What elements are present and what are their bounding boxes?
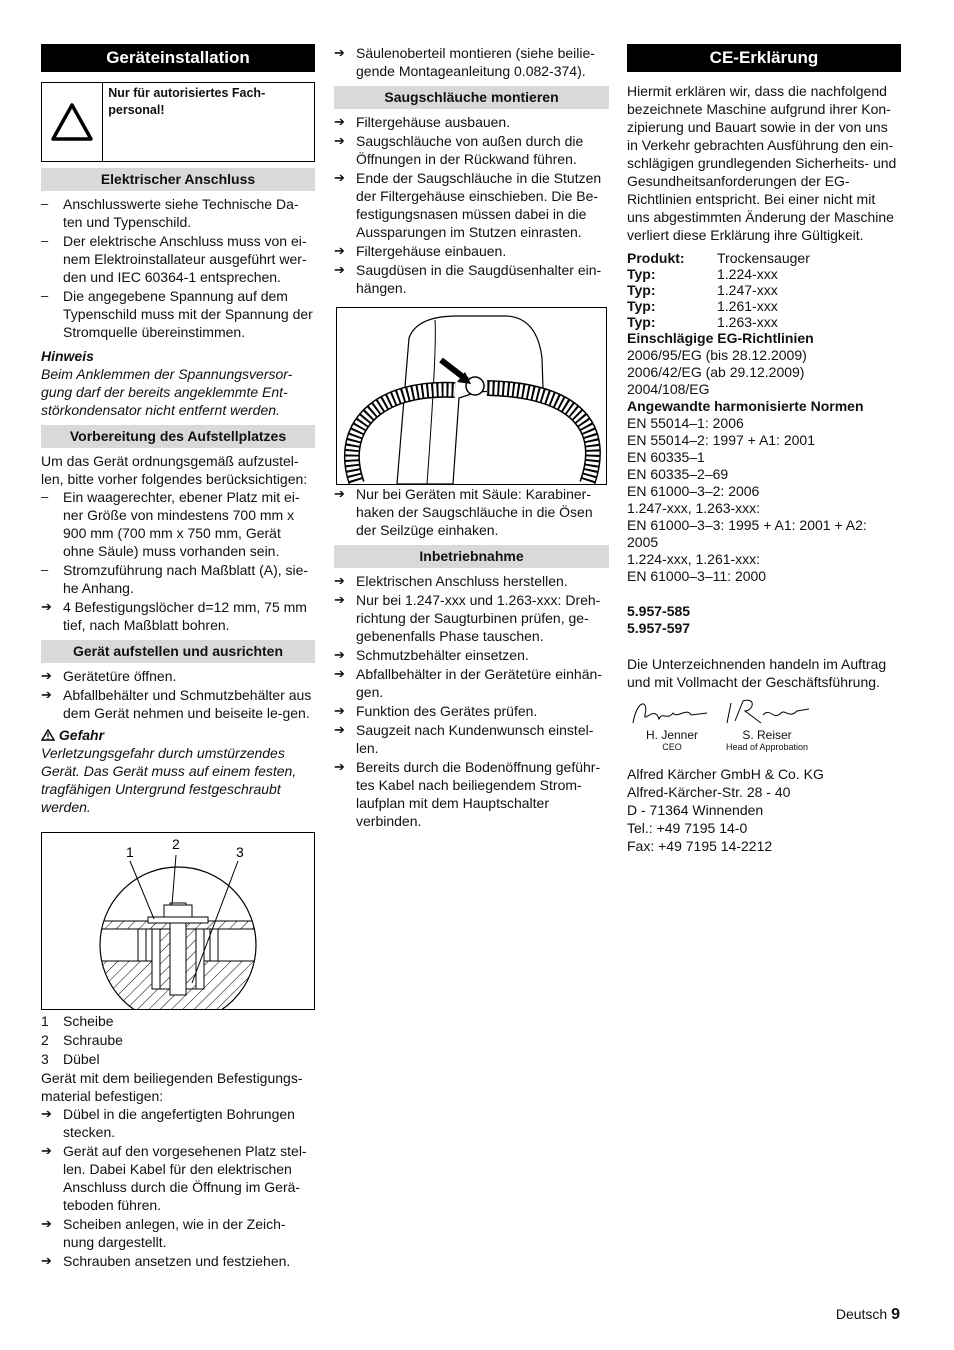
step-item: ➔ Funktion des Gerätes prüfen. xyxy=(334,703,538,719)
legend-row: 1 Scheibe xyxy=(41,1013,114,1029)
figure-label-2: 2 xyxy=(172,836,180,852)
warning-text: Nur für autorisiertes Fach-personal! xyxy=(108,86,266,117)
table-row: Typ: 1.247-xxx xyxy=(627,282,778,298)
hint-title: Hinweis xyxy=(41,348,94,364)
step-item: ➔ Nur bei 1.247-xxx und 1.263-xxx: Dreh-richtung der Saugturbinen prüfen, ge-gebenenfalls Phase tauschen. xyxy=(334,592,601,644)
list-item: – Stromzuführung nach Maßblatt (A), sie-he Anhang. xyxy=(41,562,309,596)
signature-jenner-image xyxy=(627,697,717,727)
list-item: – Ein waagerechter, ebener Platz mit ei-ner Größe von mindestens 700 mm x 900 mm (700 mm x 750 mm, Gerät ohne Säule) muss vorhanden sein. xyxy=(41,489,300,559)
step-item: ➔ Abfallbehälter und Schmutzbehälter aus dem Gerät nehmen und beiseite le-gen. xyxy=(41,687,312,721)
arrow-icon: ➔ xyxy=(41,687,52,702)
arrow-icon: ➔ xyxy=(334,759,345,774)
column-2 xyxy=(334,44,609,831)
step-item: ➔ Elektrischen Anschluss herstellen. xyxy=(334,573,568,589)
company-address: Alfred Kärcher GmbH & Co. KG Alfred-Kärcher-Str. 28 - 40 D - 71364 Winnenden Tel.: +49 7195 14-0 Fax: +49 7195 14-2212 xyxy=(627,766,824,854)
warning-triangle-icon xyxy=(42,83,103,161)
arrow-icon: ➔ xyxy=(334,114,345,129)
list-item: EN 61000–3–3: 1995 + A1: 2001 + A2: 2005 xyxy=(627,517,867,550)
list-item: EN 61000–3–11: 2000 xyxy=(627,568,767,584)
arrow-icon: ➔ xyxy=(41,1106,52,1121)
step-item: ➔ Säulenoberteil montieren (siehe beilie-gende Montageanleitung 0.082-374). xyxy=(334,45,595,79)
vorbereitung-intro: Um das Gerät ordnungsgemäß aufzustel-len, bitte vorher folgendes berücksichtigen: xyxy=(41,453,308,487)
table-row: Produkt: Trockensauger xyxy=(627,250,810,266)
step-item: ➔ Dübel in die angefertigten Bohrungen stecken. xyxy=(41,1106,295,1140)
page-footer xyxy=(836,1306,900,1324)
figure-label-3: 3 xyxy=(236,844,244,860)
step-item: ➔ Gerät auf den vorgesehenen Platz stel-len. Dabei Kabel für den elektrischen Anschluss durch die Öffnung im Gerä-teboden führen. xyxy=(41,1143,307,1213)
table-row: Typ: 1.261-xxx xyxy=(627,298,778,314)
arrow-icon: ➔ xyxy=(334,45,345,60)
step-item: ➔ Ende der Saugschläuche in die Stutzen der Filtergehäuse einschieben. Die Be-festigungsnasen müssen dabei in die Aussparungen im Stutzen einrasten. xyxy=(334,170,602,240)
page-number: 9 xyxy=(891,1306,900,1323)
arrow-icon: ➔ xyxy=(41,1143,52,1158)
signature-reiser: S. Reiser Head of Approbation xyxy=(717,697,817,759)
befestigen-intro: Gerät mit dem beiliegenden Befestigungs-material befestigen: xyxy=(41,1070,303,1104)
step-item: ➔ Abfallbehälter in der Gerätetüre einhän-gen. xyxy=(334,666,602,700)
step-item: ➔ Saugschläuche von außen durch die Öffnungen in der Rückwand führen. xyxy=(334,133,584,167)
arrow-icon: ➔ xyxy=(334,243,345,258)
list-item: – Die angegebene Spannung auf dem Typenschild muss mit der Spannung der Stromquelle übereinstimmen. xyxy=(41,288,313,340)
mounting-figure xyxy=(41,832,315,1010)
heading-elektrischer-anschluss: Elektrischer Anschluss xyxy=(41,168,315,191)
step-item: ➔ Schrauben ansetzen und festziehen. xyxy=(41,1253,291,1269)
arrow-icon: ➔ xyxy=(41,668,52,683)
warning-triangle-icon xyxy=(41,729,55,741)
legend-row: 2 Schraube xyxy=(41,1032,123,1048)
hose-figure xyxy=(336,307,607,485)
list-item: 1.224-xxx, 1.261-xxx: xyxy=(627,551,761,567)
list-item: – Anschlusswerte siehe Technische Da-ten und Typenschild. xyxy=(41,196,299,230)
arrow-icon: ➔ xyxy=(334,170,345,185)
arrow-icon: ➔ xyxy=(41,1253,52,1268)
step-item: ➔ 4 Befestigungslöcher d=12 mm, 75 mm tief, nach Maßblatt bohren. xyxy=(41,599,307,633)
code-item: 5.957-585 xyxy=(627,603,691,619)
arrow-icon: ➔ xyxy=(334,666,345,681)
section-title-ce: CE-Erklärung xyxy=(627,44,901,72)
arrow-icon: ➔ xyxy=(41,1216,52,1231)
table-row: Typ: 1.263-xxx xyxy=(627,314,778,330)
arrow-icon: ➔ xyxy=(41,599,52,614)
arrow-icon: ➔ xyxy=(334,486,345,501)
list-item: EN 55014–1: 2006 xyxy=(627,415,744,431)
list-item: EN 60335–2–69 xyxy=(627,466,729,482)
footer-language: Deutsch xyxy=(835,1306,888,1322)
code-item: 5.957-597 xyxy=(627,620,691,636)
figure-label-1: 1 xyxy=(126,844,134,860)
list-item: 2004/108/EG xyxy=(627,381,710,397)
signature-reiser-image xyxy=(717,697,817,727)
section-title-installation: Geräteinstallation xyxy=(41,44,315,72)
list-item: EN 61000–3–2: 2006 xyxy=(627,483,760,499)
step-item: ➔ Gerätetüre öffnen. xyxy=(41,668,177,684)
danger-text: Verletzungsgefahr durch umstürzendes Gerät. Das Gerät muss auf einem festen, tragfähigen Untergrund festgeschraubt werden. xyxy=(41,745,297,815)
danger-title: Gefahr xyxy=(41,726,315,744)
arrow-icon: ➔ xyxy=(334,262,345,277)
list-item: EN 60335–1 xyxy=(627,449,705,465)
signatures xyxy=(627,697,901,759)
list-item: EN 55014–2: 1997 + A1: 2001 xyxy=(627,432,815,448)
arrow-icon: ➔ xyxy=(334,703,345,718)
signature-note: Die Unterzeichnenden handeln im Auftrag und mit Vollmacht der Geschäftsführung. xyxy=(627,656,887,690)
signature-jenner: H. Jenner CEO xyxy=(627,697,717,759)
heading-inbetriebnahme: Inbetriebnahme xyxy=(334,545,609,568)
ce-intro: Hiermit erklären wir, dass die nachfolgend bezeichnete Maschine aufgrund ihrer Kon-zipierung und Bauart sowie in der von uns in Verkehr gebrachten Ausführung den ein-schlägigen grundlegenden Sicherheits- und Gesundheitsanforderungen der EG-Richtlinien entspricht. Bei einer nicht mit uns abgestimmten Änderung der Maschine verliert diese Erklärung ihre Gültigkeit. xyxy=(627,83,897,243)
step-item: ➔ Bereits durch die Bodenöffnung geführ-tes Kabel nach beiliegendem Strom-laufplan mit dem Hauptschalter verbinden. xyxy=(334,759,601,829)
step-item: ➔ Saugdüsen in die Saugdüsenhalter ein-hängen. xyxy=(334,262,602,296)
arrow-icon: ➔ xyxy=(334,722,345,737)
heading-saugschlaeuche: Saugschläuche montieren xyxy=(334,86,609,109)
list-item: 2006/95/EG (bis 28.12.2009) xyxy=(627,347,807,363)
table-row: Typ: 1.224-xxx xyxy=(627,266,778,282)
arrow-icon: ➔ xyxy=(334,573,345,588)
list-item: 2006/42/EG (ab 29.12.2009) xyxy=(627,364,805,380)
arrow-icon: ➔ xyxy=(334,133,345,148)
arrow-icon: ➔ xyxy=(334,592,345,607)
step-item: ➔ Saugzeit nach Kundenwunsch einstel-len. xyxy=(334,722,594,756)
heading-aufstellen: Gerät aufstellen und ausrichten xyxy=(41,640,315,663)
product-table xyxy=(627,250,810,330)
step-item: ➔ Schmutzbehälter einsetzen. xyxy=(334,647,529,663)
hint-text: Beim Anklemmen der Spannungsversor-gung darf der bereits angeklemmte Ent-störkondensator nicht entfernt werden. xyxy=(41,366,293,418)
ce-details xyxy=(627,330,901,637)
richtlinien-heading: Einschlägige EG-Richtlinien xyxy=(627,330,814,346)
step-item: ➔ Nur bei Geräten mit Säule: Karabiner-haken der Saugschläuche in die Ösen der Seilzüge einhaken. xyxy=(334,486,593,538)
normen-heading: Angewandte harmonisierte Normen xyxy=(627,398,864,414)
list-item: 1.247-xxx, 1.263-xxx: xyxy=(627,500,761,516)
step-item: ➔ Scheiben anlegen, wie in der Zeich-nung dargestellt. xyxy=(41,1216,286,1250)
column-1 xyxy=(41,44,315,1271)
arrow-icon: ➔ xyxy=(334,647,345,662)
warning-box xyxy=(41,82,315,162)
step-item: ➔ Filtergehäuse einbauen. xyxy=(334,243,507,259)
figure-legend xyxy=(41,1012,315,1069)
legend-row: 3 Dübel xyxy=(41,1051,100,1067)
column-3 xyxy=(627,44,901,855)
step-item: ➔ Filtergehäuse ausbauen. xyxy=(334,114,511,130)
list-item: – Der elektrische Anschluss muss von ei-nem Elektroinstallateur ausgeführt wer-den und IEC 60364-1 entsprechen. xyxy=(41,233,307,285)
heading-vorbereitung: Vorbereitung des Aufstellplatzes xyxy=(41,425,315,448)
